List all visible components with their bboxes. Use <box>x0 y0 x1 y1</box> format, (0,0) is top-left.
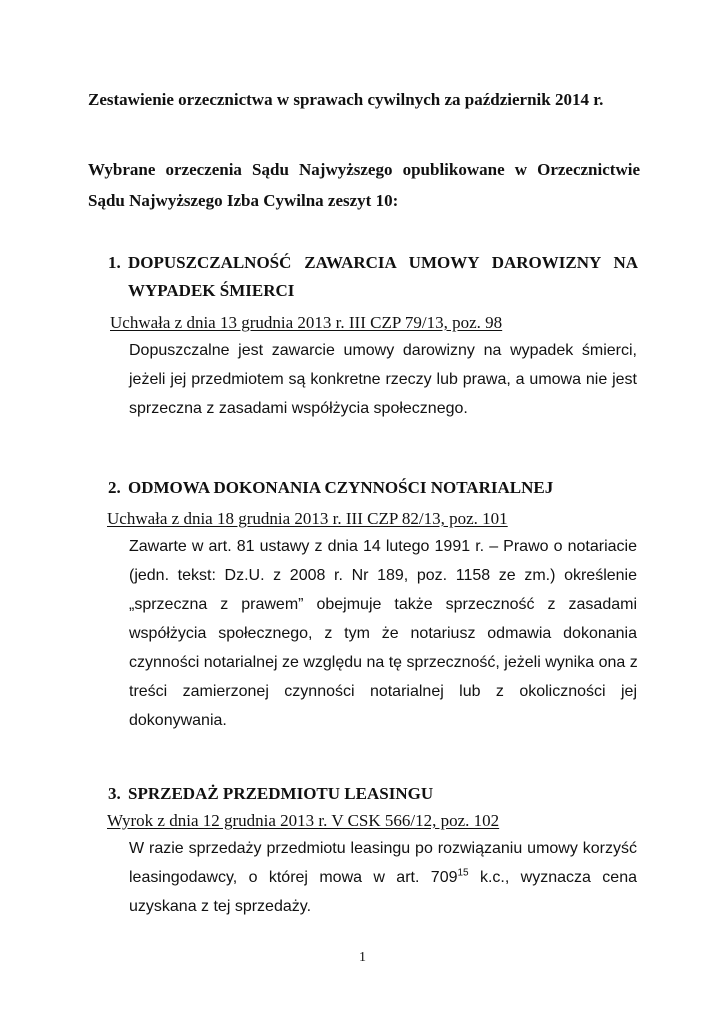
section-heading-line-1: DOPUSZCZALNOŚĆ ZAWARCIA UMOWY DAROWIZNY NA <box>128 253 638 272</box>
summary-text: leasingodawcy, o której mowa w art. 709 <box>129 869 458 886</box>
subtitle-line-2: Sądu Najwyższego Izba Cywilna zeszyt 10: <box>88 191 399 210</box>
summary-line: sprzeczna z zasadami współżycia społecznego. <box>129 400 468 417</box>
section-1-ruling: Uchwała z dnia 13 grudnia 2013 r. III CZP 79/13, poz. 98 <box>110 313 503 332</box>
summary-text: k.c., wyznacza cena <box>468 869 637 886</box>
section-heading-line-1: SPRZEDAŻ PRZEDMIOTU LEASINGU <box>128 784 434 803</box>
page-number: 1 <box>359 950 366 965</box>
summary-line: treści zamierzonej czynności notarialnej lub z okoliczności jej <box>129 683 637 700</box>
summary-line: współżycia społecznego, z tym że notariusz odmawia dokonania <box>129 625 637 642</box>
summary-line: (jedn. tekst: Dz.U. z 2008 r. Nr 189, poz. 1158 ze zm.) określenie <box>129 567 637 584</box>
section-1-heading <box>108 249 638 305</box>
section-3-heading <box>108 780 638 808</box>
document-subtitle <box>88 154 640 216</box>
section-number: 3. <box>108 784 121 803</box>
section-3-ruling: Wyrok z dnia 12 grudnia 2013 r. V CSK 566/12, poz. 102 <box>107 811 500 830</box>
summary-line: dokonywania. <box>129 712 227 729</box>
summary-line: Dopuszczalne jest zawarcie umowy darowizny na wypadek śmierci, <box>129 342 637 359</box>
section-1-summary <box>129 336 637 423</box>
section-2-ruling: Uchwała z dnia 18 grudnia 2013 r. III CZP 82/13, poz. 101 <box>107 509 508 528</box>
section-3-summary <box>129 834 637 921</box>
section-number: 2. <box>108 478 121 497</box>
section-heading-line-1: ODMOWA DOKONANIA CZYNNOŚCI NOTARIALNEJ <box>128 478 554 497</box>
document-title: Zestawienie orzecznictwa w sprawach cywilnych za październik 2014 r. <box>88 90 604 109</box>
summary-line: „sprzeczna z prawem” obejmuje także sprzeczność z zasadami <box>129 596 637 613</box>
summary-line: czynności notarialnej ze względu na tę sprzeczność, jeżeli wynika ona z <box>129 654 638 671</box>
section-number: 1. <box>108 253 121 272</box>
summary-line <box>129 863 637 892</box>
superscript: 15 <box>457 867 469 879</box>
summary-line: uzyskana z tej sprzedaży. <box>129 898 312 915</box>
subtitle-line-1: Wybrane orzeczenia Sądu Najwyższego opublikowane w Orzecznictwie <box>88 160 640 179</box>
summary-line: Zawarte w art. 81 ustawy z dnia 14 lutego 1991 r. – Prawo o notariacie <box>129 538 637 555</box>
section-2-summary <box>129 532 637 735</box>
section-2-heading <box>108 474 638 502</box>
summary-line: W razie sprzedaży przedmiotu leasingu po rozwiązaniu umowy korzyść <box>129 840 637 857</box>
summary-line: jeżeli jej przedmiotem są konkretne rzeczy lub prawa, a umowa nie jest <box>129 371 637 388</box>
section-heading-line-2: WYPADEK ŚMIERCI <box>128 281 295 300</box>
